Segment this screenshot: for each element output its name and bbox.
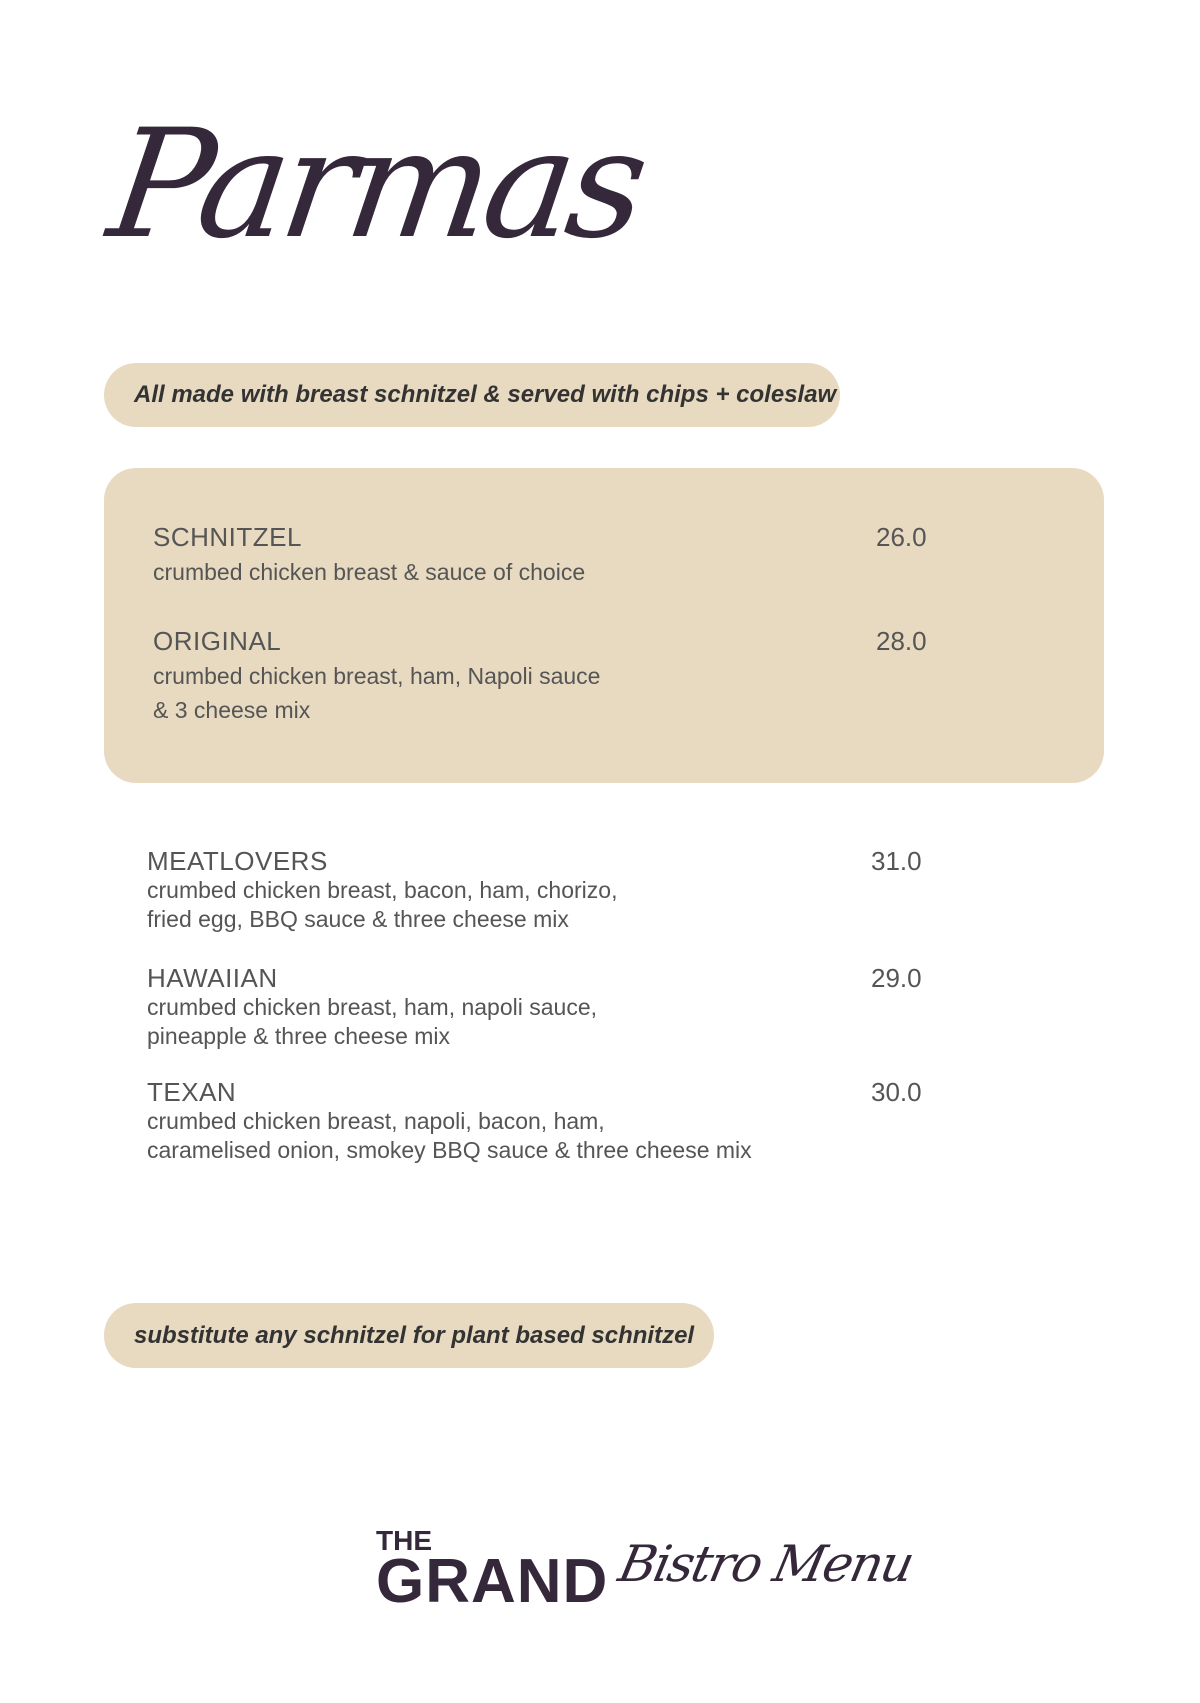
info-banner: All made with breast schnitzel & served with chips + coleslaw bbox=[104, 363, 840, 427]
the-grand-logo bbox=[376, 1525, 609, 1616]
item-desc: caramelised onion, smokey BBQ sauce & three cheese mix bbox=[147, 1137, 752, 1163]
item-desc: crumbed chicken breast & sauce of choice bbox=[153, 559, 586, 585]
item-price: 26.0 bbox=[876, 522, 927, 552]
menu-item-meatlovers bbox=[147, 846, 947, 934]
item-price: 29.0 bbox=[871, 963, 922, 993]
substitute-banner: substitute any schnitzel for plant based schnitzel bbox=[104, 1303, 714, 1368]
item-price: 31.0 bbox=[871, 846, 922, 876]
page-title: Parmas bbox=[99, 98, 653, 272]
menu-item-hawaiian bbox=[147, 963, 947, 1051]
menu-item-texan bbox=[147, 1077, 1047, 1165]
item-name: HAWAIIAN bbox=[147, 963, 278, 993]
item-desc: crumbed chicken breast, ham, Napoli sauce bbox=[153, 663, 601, 689]
item-desc: & 3 cheese mix bbox=[153, 697, 311, 723]
logo-the: THE bbox=[376, 1525, 432, 1556]
item-name: ORIGINAL bbox=[153, 626, 282, 656]
menu-item-original bbox=[153, 626, 953, 725]
item-desc: crumbed chicken breast, napoli, bacon, ham, bbox=[147, 1108, 605, 1134]
logo-grand: GRAND bbox=[376, 1547, 609, 1616]
item-desc: crumbed chicken breast, ham, napoli sauce, bbox=[147, 994, 598, 1020]
item-desc: crumbed chicken breast, bacon, ham, chorizo, bbox=[147, 877, 618, 903]
item-name: TEXAN bbox=[147, 1077, 237, 1107]
item-desc: fried egg, BBQ sauce & three cheese mix bbox=[147, 906, 569, 932]
item-desc: pineapple & three cheese mix bbox=[147, 1023, 451, 1049]
item-price: 28.0 bbox=[876, 626, 927, 656]
menu-item-schnitzel bbox=[153, 522, 953, 587]
item-name: MEATLOVERS bbox=[147, 846, 328, 876]
item-price: 30.0 bbox=[871, 1077, 922, 1107]
item-name: SCHNITZEL bbox=[153, 522, 302, 552]
bistro-menu-script: Bistro Menu bbox=[613, 1535, 918, 1593]
